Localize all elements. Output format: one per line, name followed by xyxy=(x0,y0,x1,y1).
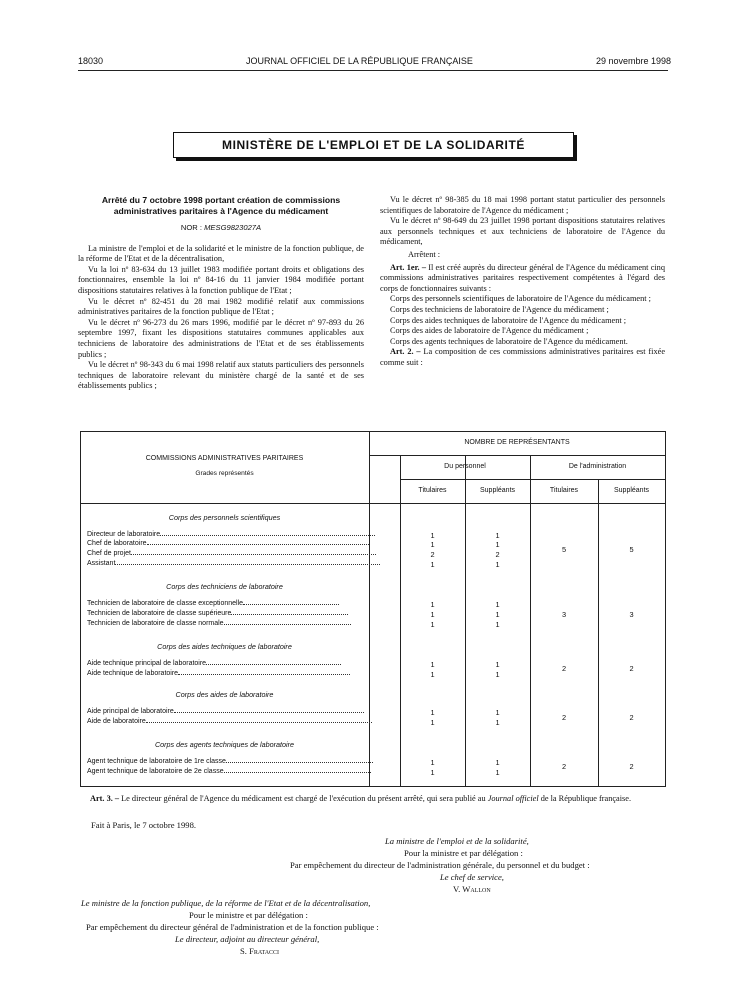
table-frame xyxy=(80,431,666,787)
head-suppleants: Suppléants xyxy=(613,487,650,494)
group-title: Corps des personnels scientifiques xyxy=(168,513,281,522)
visa-paragraph: Vu le décret nº 98-649 du 23 juillet 1998 portant dispositions statutaires relatives aux personnels techniques et aux techniciens de laboratoire de l'Agence du médicament, xyxy=(380,216,665,247)
table-head-title: COMMISSIONS ADMINISTRATIVES PARITAIRES xyxy=(145,455,304,462)
signatory-title: Le chef de service, xyxy=(440,872,504,882)
table-vline xyxy=(598,479,599,786)
right-column xyxy=(380,195,665,369)
signatory-ministry: La ministre de l'emploi et de la solidarité, xyxy=(385,836,529,846)
admin-suppleants: 2 xyxy=(629,762,634,771)
admin-titulaires: 2 xyxy=(561,762,567,771)
table-head-top: NOMBRE DE REPRÉSENTANTS xyxy=(464,439,570,446)
personnel-titulaires: 1 xyxy=(430,610,435,619)
group-title: Corps des aides de laboratoire xyxy=(175,690,274,699)
visa-paragraph: Vu le décret nº 82-451 du 28 mai 1982 modifié relatif aux commissions administratives paritaires de la fonction publique de l'Etat ; xyxy=(78,296,364,317)
journal-officiel: Journal officiel xyxy=(487,794,539,803)
personnel-suppleants: 1 xyxy=(495,600,500,609)
corps-item: Corps des aides de laboratoire de l'Agence du médicament ; xyxy=(390,326,589,336)
table-hline xyxy=(369,455,665,456)
header-rule xyxy=(78,70,668,71)
page-number: 18030 xyxy=(78,56,104,66)
table-head-subtitle: Grades représentés xyxy=(195,470,254,477)
arrete-title-line-2: administratives paritaires à l'Agence du médicament xyxy=(113,206,329,216)
personnel-suppleants: 1 xyxy=(495,768,500,777)
article-3-text-end: de la République française. xyxy=(538,794,632,803)
grade-label: Assistant xyxy=(87,560,392,567)
arretent: Arrêtent : xyxy=(408,249,441,259)
nor-code: MESG9823027A xyxy=(204,223,262,232)
visa-paragraph: Vu le décret nº 98-385 du 18 mai 1998 portant statut particulier des personnels scientifiques de laboratoire de l'Agence du médicament ; xyxy=(380,195,665,215)
personnel-suppleants: 1 xyxy=(495,758,500,767)
signatory-ministry: Le ministre de la fonction publique, de la réforme de l'Etat et de la décentralisation, xyxy=(81,898,371,908)
admin-titulaires: 2 xyxy=(561,713,567,722)
table-vline xyxy=(530,455,531,786)
personnel-titulaires: 1 xyxy=(430,660,435,669)
personnel-suppleants: 1 xyxy=(495,531,500,540)
issue-date: 29 novembre 1998 xyxy=(596,56,672,66)
grade-label: Agent technique de laboratoire de 2e classe xyxy=(87,768,371,775)
visa-paragraph: La ministre de l'emploi et de la solidarité et le ministre de la fonction publique, de la réforme de l'Etat et de la décentralisation, xyxy=(78,243,364,264)
article-2 xyxy=(380,347,665,368)
grade-label: Technicien de laboratoire de classe normale xyxy=(87,620,351,627)
personnel-titulaires: 1 xyxy=(430,560,435,569)
article-2-text: La composition de ces commissions administratives paritaires est fixée comme suit : xyxy=(380,347,665,367)
personnel-titulaires: 1 xyxy=(430,540,435,549)
journal-title: JOURNAL OFFICIEL DE LA RÉPUBLIQUE FRANÇAISE xyxy=(246,56,473,66)
corps-item: Corps des aides techniques de laboratoire de l'Agence du médicament ; xyxy=(390,315,627,325)
head-titulaires: Titulaires xyxy=(549,487,579,494)
admin-titulaires: 2 xyxy=(561,664,567,673)
empechement-line: Par empêchement du directeur général de l'administration et de la fonction publique : xyxy=(86,922,379,932)
delegation-line: Pour la ministre et par délégation : xyxy=(404,848,523,858)
grade-label: Directeur de laboratoire xyxy=(87,531,392,538)
personnel-titulaires: 1 xyxy=(430,670,435,679)
nor-reference xyxy=(78,223,364,234)
delegation-line: Pour le ministre et par délégation : xyxy=(189,910,308,920)
grade-label: Aide technique principal de laboratoire xyxy=(87,660,341,667)
fait-a-paris: Fait à Paris, le 7 octobre 1998. xyxy=(91,820,197,830)
personnel-titulaires: 1 xyxy=(430,600,435,609)
head-titulaires: Titulaires xyxy=(418,487,447,494)
personnel-titulaires: 1 xyxy=(430,758,435,767)
signatory-name: S. Fratacci xyxy=(240,946,280,956)
corps-item: Corps des agents techniques de laboratoire de l'Agence du médicament. xyxy=(390,336,628,346)
group-title: Corps des agents techniques de laboratoire xyxy=(154,740,295,749)
personnel-suppleants: 1 xyxy=(495,708,500,717)
group-title: Corps des techniciens de laboratoire xyxy=(166,582,283,591)
group-title: Corps des aides techniques de laboratoire xyxy=(157,642,292,651)
personnel-titulaires: 1 xyxy=(430,718,435,727)
grade-label: Aide technique de laboratoire xyxy=(87,670,350,677)
personnel-suppleants: 1 xyxy=(495,718,500,727)
article-1-text: Il est créé auprès du directeur général de l'Agence du médicament cinq commissions administratives paritaires respectivement compétentes à l'égard des corps de fonctionnaires suivants : xyxy=(380,262,665,293)
article-3 xyxy=(78,794,666,805)
personnel-titulaires: 1 xyxy=(430,708,435,717)
table-hline xyxy=(80,503,665,504)
left-column xyxy=(78,195,364,392)
empechement-line: Par empêchement du directeur de l'administration générale, du personnel et du budget : xyxy=(290,860,590,870)
grade-label: Agent technique de laboratoire de 1re classe xyxy=(87,758,373,765)
personnel-suppleants: 2 xyxy=(495,550,500,559)
article-3-label: Art. 3. – xyxy=(90,794,120,803)
admin-suppleants: 5 xyxy=(629,545,634,554)
personnel-suppleants: 1 xyxy=(495,540,500,549)
personnel-suppleants: 1 xyxy=(495,670,500,679)
personnel-suppleants: 1 xyxy=(495,660,500,669)
grade-label: Chef de projet xyxy=(87,550,392,557)
table-vline xyxy=(369,431,370,786)
personnel-suppleants: 1 xyxy=(495,560,500,569)
grade-label: Chef de laboratoire xyxy=(87,540,392,547)
admin-titulaires: 3 xyxy=(561,610,567,619)
head-de-administration: De l'administration xyxy=(568,463,627,470)
corps-item: Corps des techniciens de laboratoire de l'Agence du médicament ; xyxy=(390,304,609,314)
table-hline xyxy=(400,479,665,480)
article-1-label: Art. 1er. – xyxy=(390,262,426,272)
admin-titulaires: 5 xyxy=(561,545,567,554)
grade-label: Technicien de laboratoire de classe supérieure xyxy=(87,610,348,617)
personnel-titulaires: 1 xyxy=(430,531,435,540)
admin-suppleants: 3 xyxy=(629,610,634,619)
personnel-titulaires: 1 xyxy=(430,620,435,629)
article-1 xyxy=(380,263,665,295)
visa-paragraph: Vu la loi nº 83-634 du 13 juillet 1983 modifiée portant droits et obligations des fonctionnaires, ensemble la loi nº 84-16 du 11 janvier 1984 modifiée portant dispositions statutaires relatives à la fonction publique de l'Etat ; xyxy=(78,264,364,295)
head-suppleants: Suppléants xyxy=(479,487,516,494)
admin-suppleants: 2 xyxy=(629,713,634,722)
visa-paragraph: Vu le décret nº 96-273 du 26 mars 1996, modifié par le décret nº 97-893 du 26 septembre 1997, fixant les dispositions statutaires communes applicables aux techniciens de laboratoire des administrations de l'Etat et de ses établissements publics ; xyxy=(78,317,364,359)
personnel-suppleants: 1 xyxy=(495,610,500,619)
grade-label: Aide de laboratoire xyxy=(87,718,372,725)
nor-label: NOR : xyxy=(180,223,205,232)
visa-paragraph: Vu le décret nº 98-343 du 6 mai 1998 relatif aux statuts particuliers des personnels techniques de laboratoire relevant du ministère chargé de la santé et de ses établissements publics ; xyxy=(78,360,364,391)
grade-label: Aide principal de laboratoire xyxy=(87,708,364,715)
arrete-title-line-1: Arrêté du 7 octobre 1998 portant création de commissions xyxy=(101,195,341,205)
personnel-suppleants: 1 xyxy=(495,620,500,629)
personnel-titulaires: 1 xyxy=(430,768,435,777)
signatory-title: Le directeur, adjoint au directeur général, xyxy=(175,934,320,944)
corps-item: Corps des personnels scientifiques de laboratoire de l'Agence du médicament ; xyxy=(390,294,651,304)
article-3-text: Le directeur général de l'Agence du médicament est chargé de l'exécution du présent arrêté, qui sera publié au xyxy=(119,794,488,803)
signatory-name: V. Wallon xyxy=(453,884,491,894)
grade-label: Technicien de laboratoire de classe exceptionnelle xyxy=(87,600,339,607)
personnel-titulaires: 2 xyxy=(430,550,435,559)
ministry-banner: MINISTÈRE DE L'EMPLOI ET DE LA SOLIDARITÉ xyxy=(173,132,574,158)
admin-suppleants: 2 xyxy=(629,664,634,673)
article-2-label: Art. 2. – xyxy=(390,347,421,357)
head-du-personnel: Du personnel xyxy=(444,463,486,470)
